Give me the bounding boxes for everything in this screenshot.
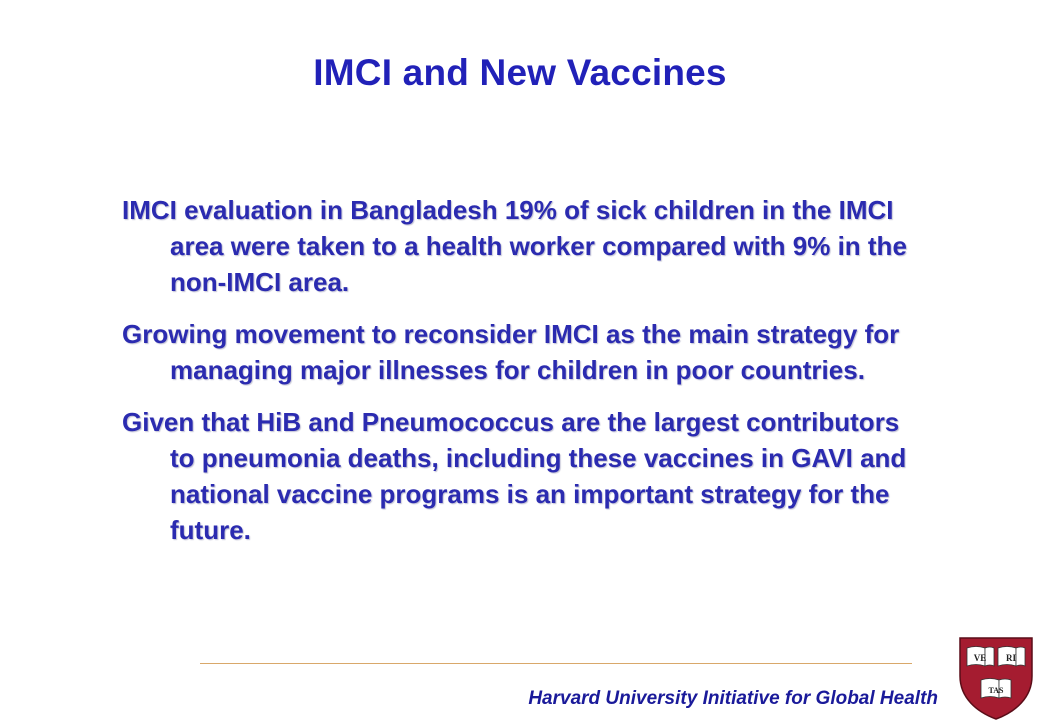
motto-ri: RI (1005, 653, 1017, 663)
footer-text: Harvard University Initiative for Global Health (528, 688, 938, 709)
bullet-paragraph-3: Given that HiB and Pneumococcus are the largest contributors to pneumonia deaths, including these vaccines in GAVI and national vaccine programs is an important strategy for the future. (122, 407, 907, 545)
bullet-paragraph-2: Growing movement to reconsider IMCI as the main strategy for managing major illnesses for children in poor countries. (122, 319, 900, 385)
harvard-shield-icon (957, 636, 1035, 720)
slide-body (122, 192, 922, 564)
bullet-paragraph-1: IMCI evaluation in Bangladesh 19% of sick children in the IMCI area were taken to a health worker compared with 9% in the non-IMCI area. (122, 195, 907, 297)
motto-ve: VE (973, 653, 987, 663)
footer-divider (200, 663, 912, 664)
book-left (967, 647, 994, 667)
book-bottom (981, 679, 1011, 699)
motto-tas: TAS (988, 686, 1004, 695)
slide-title: IMCI and New Vaccines (313, 52, 727, 93)
book-right (998, 647, 1025, 667)
